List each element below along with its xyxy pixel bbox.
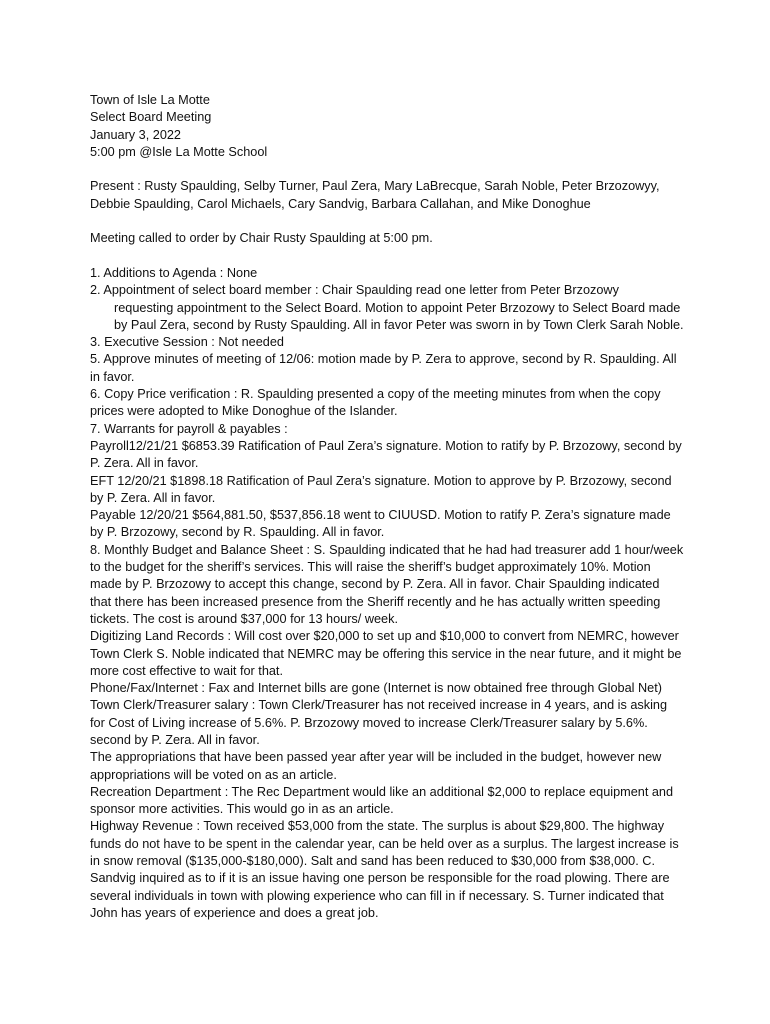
meeting-time-place: 5:00 pm @Isle La Motte School bbox=[90, 144, 268, 159]
attendees: Present : Rusty Spaulding, Selby Turner, Paul Zera, Mary LaBrecque, Sarah Noble, Peter Brzozowyy, Debbie Spaulding, Carol Michaels, Cary Sandvig, Barbara Callahan, and Mike Donoghue bbox=[90, 179, 660, 211]
budget-digitizing: Digitizing Land Records : Will cost over $20,000 to set up and $10,000 to convert from NEMRC, however Town Clerk S. Noble indicated that NEMRC may be offering this service in the near future, and it might be more cost effective to wait for that. bbox=[90, 629, 682, 678]
item-copy-price: 6. Copy Price verification : R. Spaulding presented a copy of the meeting minutes from when the copy prices were adopted to Mike Donoghue of the Islander. bbox=[90, 387, 661, 419]
warrant-eft: EFT 12/20/21 $1898.18 Ratification of Paul Zera’s signature. Motion to approve by P. Brzozowy, second by P. Zera. All in favor. bbox=[90, 473, 672, 505]
budget-appropriations: The appropriations that have been passed year after year will be included in the budget, however new appropriations will be voted on as an article. bbox=[90, 750, 662, 782]
item-appointment-body: requesting appointment to the Select Board. Motion to appoint Peter Brzozowy to Select Board made by Paul Zera, second by Rusty Spaulding. All in favor Peter was sworn in by Town Clerk Sarah Noble. bbox=[114, 300, 684, 332]
warrant-payroll: Payroll12/21/21 $6853.39 Ratification of Paul Zera’s signature. Motion to ratify by P. Brzozowy, second by P. Zera. All in favor. bbox=[90, 438, 682, 471]
item-additions: 1. Additions to Agenda : None bbox=[90, 265, 258, 280]
meeting-title: Select Board Meeting bbox=[90, 110, 212, 125]
meeting-minutes bbox=[90, 92, 684, 922]
item-warrants: 7. Warrants for payroll & payables : bbox=[90, 421, 288, 436]
budget-phone: Phone/Fax/Internet : Fax and Internet bills are gone (Internet is now obtained free through Global Net) bbox=[90, 681, 662, 696]
budget-highway: Highway Revenue : Town received $53,000 from the state. The surplus is about $29,800. The highway funds do not have to be spent in the calendar year, can be held over as a surplus. The largest increase is in snow removal ($135,000-$180,000). Salt and sand has been reduced to $30,000 from $38,000. C. Sandvig inquired as to if it is an issue having one person be responsible for the road plowing. There are several individuals in town with plowing experience who can fill in if necessary. S. Turner indicated that John has years of experience and does a great job. bbox=[90, 819, 679, 920]
call-to-order: Meeting called to order by Chair Rusty Spaulding at 5:00 pm. bbox=[90, 231, 433, 246]
item-appointment-heading: 2. Appointment of select board member : Chair Spaulding read one letter from Peter Brzozowy bbox=[90, 283, 619, 298]
town-name: Town of Isle La Motte bbox=[90, 93, 210, 107]
spacer bbox=[90, 161, 684, 178]
budget-salary: Town Clerk/Treasurer salary : Town Clerk/Treasurer has not received increase in 4 years, and is asking for Cost of Living increase of 5.6%. P. Brzozowy moved to increase Clerk/Treasurer salary by 5.6%. second by P. Zera. All in favor. bbox=[90, 698, 668, 747]
warrant-payable: Payable 12/20/21 $564,881.50, $537,856.18 went to CIUUSD. Motion to ratify P. Zera’s signature made by P. Brzozowy, second by R. Spaulding. All in favor. bbox=[90, 508, 671, 540]
spacer bbox=[90, 213, 684, 230]
item-executive-session: 3. Executive Session : Not needed bbox=[90, 335, 284, 350]
spacer bbox=[90, 248, 684, 265]
item-budget: 8. Monthly Budget and Balance Sheet : S. Spaulding indicated that he had had treasurer add 1 hour/week to the budget for the sheriff’s services. This will raise the sheriff’s budget approximately 10%. Motion made by P. Brzozowy to accept this change, second by P. Zera. All in favor. Chair Spaulding indicated that there has been increased presence from the Sheriff recently and he has actually written speeding tickets. The cost is around $37,000 for 13 hours/ week. bbox=[90, 542, 684, 626]
budget-recreation: Recreation Department : The Rec Department would like an additional $2,000 to replace equipment and sponsor more activities. This would go in as an article. bbox=[90, 784, 674, 817]
meeting-date: January 3, 2022 bbox=[90, 127, 181, 142]
item-minutes: 5. Approve minutes of meeting of 12/06: motion made by P. Zera to approve, second by R. Spaulding. All in favor. bbox=[90, 352, 677, 384]
